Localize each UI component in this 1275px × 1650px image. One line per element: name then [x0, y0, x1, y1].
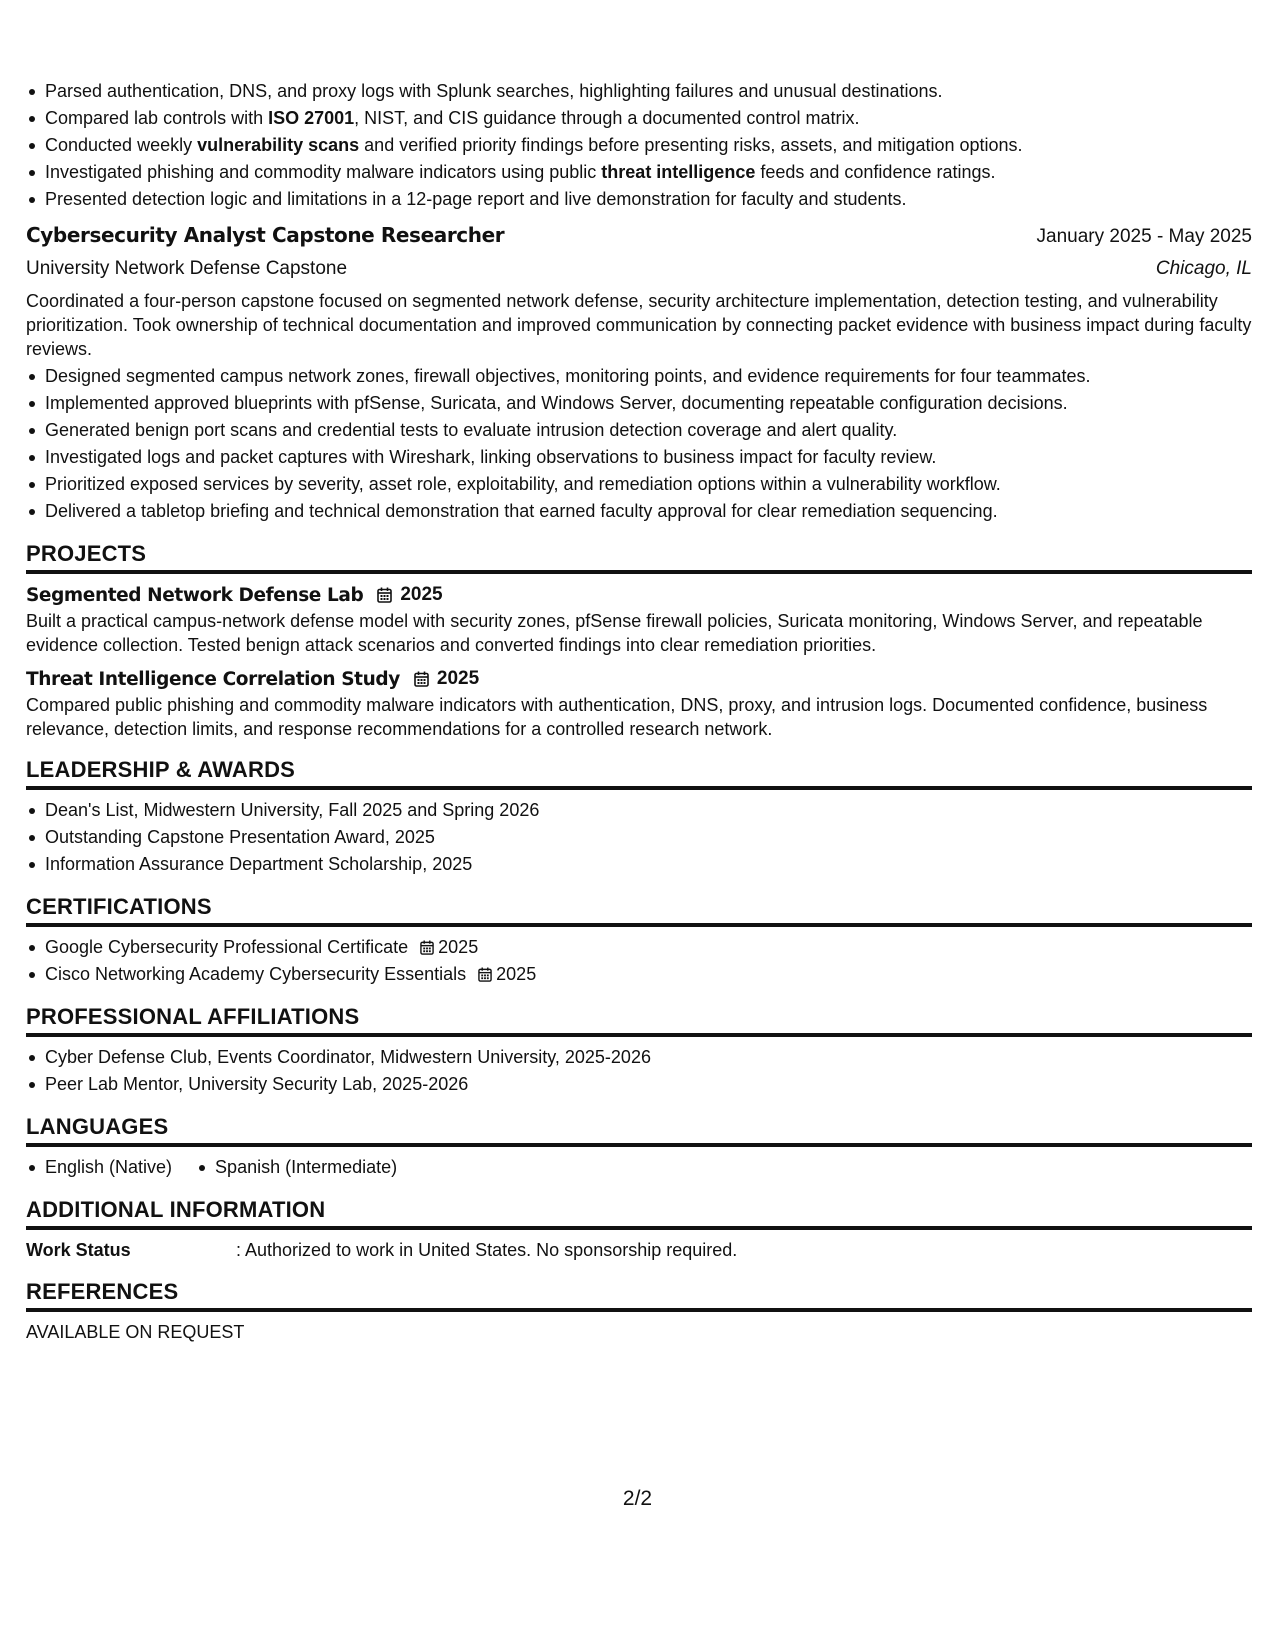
calendar-icon: [478, 967, 492, 982]
affiliation-list: [26, 1044, 1252, 1098]
list-item: [26, 961, 1252, 988]
section-heading-additional: ADDITIONAL INFORMATION: [26, 1197, 1252, 1230]
references-text: AVAILABLE ON REQUEST: [26, 1322, 245, 1342]
job-organization: University Network Defense Capstone: [26, 258, 348, 279]
list-item: Peer Lab Mentor, University Security Lab, 2025-2026: [26, 1071, 1252, 1098]
project-title: Segmented Network Defense Lab: [26, 584, 364, 606]
work-status-value: : Authorized to work in United States. No sponsorship required.: [236, 1240, 738, 1260]
section-heading-certifications: CERTIFICATIONS: [26, 894, 1252, 927]
page-number: 2/2: [622, 1487, 653, 1510]
list-item: Generated benign port scans and credential tests to evaluate intrusion detection coverage and alert quality.: [26, 417, 1252, 444]
list-item: Conducted weekly vulnerability scans and verified priority findings before presenting risks, assets, and mitigation options.: [26, 132, 1252, 159]
certification-year: 2025: [496, 964, 537, 984]
intro-bullet-list: [26, 78, 1252, 213]
leadership-list: [26, 797, 1252, 878]
project-entry: [26, 581, 1252, 657]
section-heading-languages: LANGUAGES: [26, 1114, 1252, 1147]
job-dates: January 2025 - May 2025: [1036, 226, 1252, 247]
section-heading-projects: PROJECTS: [26, 541, 1252, 574]
list-item: Compared lab controls with ISO 27001, NIST, and CIS guidance through a documented control matrix.: [26, 105, 1252, 132]
project-description: Built a practical campus-network defense model with security zones, pfSense firewall policies, Suricata monitoring, Windows Server, and repeatable evidence collection. Tested benign attack scenarios and converted findings into clear remediation priorities.: [26, 611, 1203, 655]
certification-name: Cisco Networking Academy Cybersecurity Essentials: [45, 964, 467, 984]
list-item: Designed segmented campus network zones, firewall objectives, monitoring points, and evidence requirements for four teammates.: [26, 363, 1252, 390]
list-item: Outstanding Capstone Presentation Award, 2025: [26, 824, 1252, 851]
list-item: Presented detection logic and limitations in a 12-page report and live demonstration for faculty and students.: [26, 186, 1252, 213]
project-description: Compared public phishing and commodity malware indicators with authentication, DNS, proxy, and intrusion logs. Documented confidence, business relevance, detection limits, and response recommendations for a controlled research network.: [26, 695, 1208, 739]
calendar-icon: [377, 587, 392, 603]
list-item: Prioritized exposed services by severity, asset role, exploitability, and remediation options within a vulnerability workflow.: [26, 471, 1252, 498]
list-item: Dean's List, Midwestern University, Fall 2025 and Spring 2026: [26, 797, 1252, 824]
job-header: [26, 223, 1252, 253]
list-item: Implemented approved blueprints with pfSense, Suricata, and Windows Server, documenting repeatable configuration decisions.: [26, 390, 1252, 417]
work-status-row: [26, 1237, 1252, 1263]
job-location: Chicago, IL: [1155, 258, 1252, 279]
project-title: Threat Intelligence Correlation Study: [26, 668, 400, 690]
section-heading-references: REFERENCES: [26, 1279, 1252, 1312]
list-item: Spanish (Intermediate): [196, 1154, 397, 1181]
job-subheader: [26, 253, 1252, 285]
list-item: [26, 934, 1252, 961]
list-item: English (Native): [26, 1154, 172, 1181]
list-item: Cyber Defense Club, Events Coordinator, Midwestern University, 2025-2026: [26, 1044, 1252, 1071]
work-status-label: Work Status: [26, 1240, 131, 1260]
list-item: Parsed authentication, DNS, and proxy logs with Splunk searches, highlighting failures and unusual destinations.: [26, 78, 1252, 105]
section-heading-leadership: LEADERSHIP & AWARDS: [26, 757, 1252, 790]
project-entry: [26, 665, 1252, 741]
section-heading-affiliations: PROFESSIONAL AFFILIATIONS: [26, 1004, 1252, 1037]
list-item: Information Assurance Department Scholarship, 2025: [26, 851, 1252, 878]
job-summary: Coordinated a four-person capstone focused on segmented network defense, security architecture implementation, detection testing, and vulnerability prioritization. Took ownership of technical documentation and improved communication by connecting packet evidence with business impact during faculty reviews.: [26, 291, 1252, 359]
job-title: Cybersecurity Analyst Capstone Researcher: [26, 223, 505, 247]
certification-name: Google Cybersecurity Professional Certificate: [45, 937, 409, 957]
list-item: Delivered a tabletop briefing and technical demonstration that earned faculty approval for clear remediation sequencing.: [26, 498, 1252, 525]
resume-page: [26, 78, 1252, 1345]
project-year: 2025: [400, 584, 443, 605]
job-bullet-list: [26, 363, 1252, 525]
list-item: Investigated phishing and commodity malware indicators using public threat intelligence feeds and confidence ratings.: [26, 159, 1252, 186]
certification-year: 2025: [438, 937, 479, 957]
calendar-icon: [420, 940, 434, 955]
project-year: 2025: [436, 668, 480, 689]
calendar-icon: [414, 671, 429, 687]
language-list: [26, 1154, 1252, 1181]
certification-list: [26, 934, 1252, 988]
list-item: Investigated logs and packet captures with Wireshark, linking observations to business impact for faculty review.: [26, 444, 1252, 471]
